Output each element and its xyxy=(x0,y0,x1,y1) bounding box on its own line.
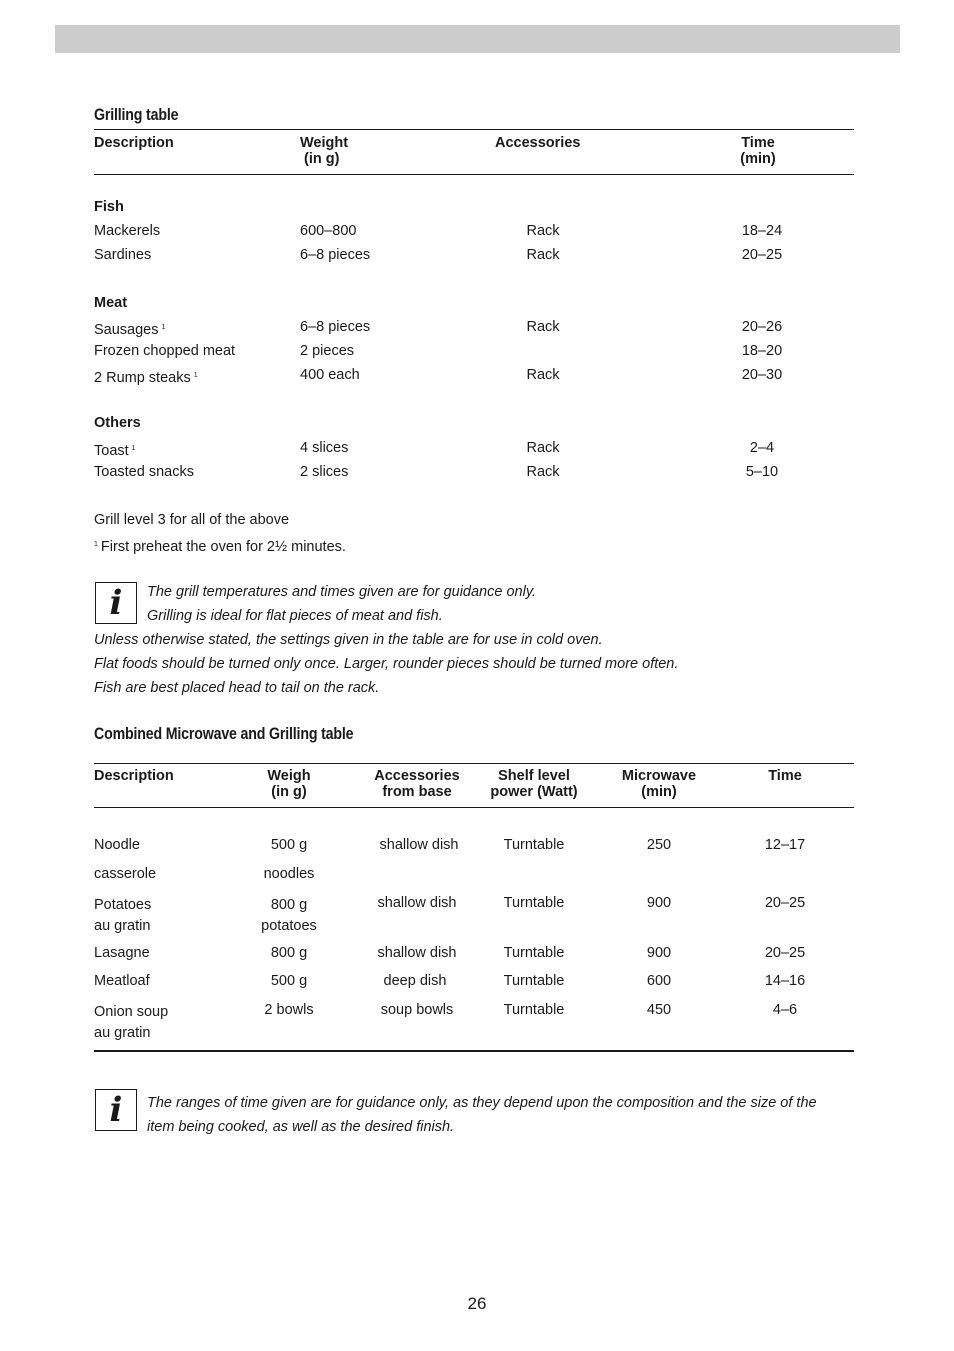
footnote-mark: 1 xyxy=(94,541,98,548)
grill-row-time: 2–4 xyxy=(749,440,775,456)
grilling-col-description: Description xyxy=(94,135,174,151)
combined-row-desc: Lasagne xyxy=(94,945,150,961)
combined-row-microwave: 450 xyxy=(646,1002,672,1018)
info-line: The ranges of time given are for guidance only, as they depend upon the composition and the size of the xyxy=(147,1095,817,1111)
combined-row-shelf: Turntable xyxy=(503,1002,565,1018)
combined-row-microwave: 900 xyxy=(646,945,672,961)
header-bar xyxy=(55,25,900,53)
info-line: Grilling is ideal for flat pieces of meat and fish. xyxy=(147,608,443,624)
combined-row-accessories: shallow dish xyxy=(377,945,457,961)
combined-table-title: Combined Microwave and Grilling table xyxy=(94,725,354,743)
section-title-meat: Meat xyxy=(94,295,128,311)
grill-row-accessories: Rack xyxy=(526,367,560,383)
section-title-fish: Fish xyxy=(94,199,124,215)
combined-row-time: 20–25 xyxy=(764,895,806,911)
combined-col-weigh: Weigh (in g) xyxy=(267,768,311,800)
grilling-header-bottom-rule xyxy=(94,174,854,175)
combined-col-shelf: Shelf level power (Watt) xyxy=(490,768,578,800)
grill-row-desc: Toasted snacks xyxy=(94,464,194,480)
grilling-col-weight: Weight (in g) xyxy=(300,135,349,167)
grill-row-weight: 2 slices xyxy=(300,464,349,480)
combined-row-accessories: shallow dish xyxy=(377,895,457,911)
grill-row-accessories: Rack xyxy=(526,440,560,456)
grill-row-desc xyxy=(94,319,165,339)
grill-row-desc xyxy=(94,367,198,387)
combined-row-weigh: 500 g xyxy=(270,837,308,853)
grill-row-weight: 400 each xyxy=(300,367,360,383)
combined-row-microwave: 600 xyxy=(646,973,672,989)
combined-row-desc: Potatoes au gratin xyxy=(94,897,152,934)
info-line: The grill temperatures and times given are for guidance only. xyxy=(147,584,537,600)
combined-row-accessories: soup bowls xyxy=(380,1002,454,1018)
combined-row-weigh: 2 bowls xyxy=(264,1002,314,1018)
grill-row-desc: Mackerels xyxy=(94,223,161,239)
combined-col-time: Time xyxy=(768,768,802,784)
grill-row-weight: 4 slices xyxy=(300,440,349,456)
grill-row-desc-text: Toast xyxy=(94,443,129,459)
combined-row-microwave: 250 xyxy=(646,837,672,853)
combined-row-desc: Noodle xyxy=(94,837,140,853)
info-line: Fish are best placed head to tail on the rack. xyxy=(94,680,380,696)
combined-row-microwave: 900 xyxy=(646,895,672,911)
footnote-marker: 1 xyxy=(131,445,136,452)
grill-row-weight: 6–8 pieces xyxy=(300,247,371,263)
grilling-col-accessories: Accessories xyxy=(495,135,581,151)
grilling-header-top-rule xyxy=(94,129,854,130)
combined-row-shelf: Turntable xyxy=(503,973,565,989)
info-icon: i xyxy=(95,1089,137,1131)
grilling-col-time: Time (min) xyxy=(740,135,776,167)
combined-row-weigh: 800 g xyxy=(270,945,308,961)
grill-row-desc xyxy=(94,440,136,460)
grill-row-time: 20–30 xyxy=(741,367,783,383)
grill-row-accessories: Rack xyxy=(526,319,560,335)
footnote-marker: 1 xyxy=(161,324,166,331)
combined-row-time: 4–6 xyxy=(772,1002,798,1018)
combined-header-bottom-rule xyxy=(94,807,854,808)
grill-row-weight: 6–8 pieces xyxy=(300,319,371,335)
combined-row-desc: Onion soup au gratin xyxy=(94,1004,169,1041)
combined-row-desc: Meatloaf xyxy=(94,973,150,989)
info-icon: i xyxy=(95,582,137,624)
combined-bottom-rule xyxy=(94,1050,854,1052)
grill-row-desc-text: 2 Rump steaks xyxy=(94,370,191,386)
combined-row-time: 14–16 xyxy=(764,973,806,989)
combined-col-microwave: Microwave (min) xyxy=(621,768,697,800)
combined-row-shelf: Turntable xyxy=(503,837,565,853)
info-line: Flat foods should be turned only once. Larger, rounder pieces should be turned more often. xyxy=(94,656,679,672)
grill-row-time: 20–25 xyxy=(741,247,783,263)
grill-row-accessories: Rack xyxy=(526,223,560,239)
combined-row-weigh: 800 g potatoes xyxy=(261,897,317,934)
combined-col-description: Description xyxy=(94,768,174,784)
grill-row-desc: Frozen chopped meat xyxy=(94,343,236,359)
grill-row-desc-text: Sausages xyxy=(94,322,159,338)
combined-row-weigh: noodles xyxy=(263,866,315,882)
grilling-table-title: Grilling table xyxy=(94,106,179,124)
combined-row-time: 20–25 xyxy=(764,945,806,961)
grill-row-accessories: Rack xyxy=(526,464,560,480)
grill-row-time: 18–20 xyxy=(741,343,783,359)
info-line: Unless otherwise stated, the settings given in the table are for use in cold oven. xyxy=(94,632,603,648)
grill-level-note: Grill level 3 for all of the above xyxy=(94,512,290,528)
combined-header-top-rule xyxy=(94,763,854,764)
grill-row-weight: 2 pieces xyxy=(300,343,355,359)
grill-row-weight: 600–800 xyxy=(300,223,357,239)
combined-row-weigh: 500 g xyxy=(270,973,308,989)
grill-row-accessories: Rack xyxy=(526,247,560,263)
info-line: item being cooked, as well as the desired finish. xyxy=(147,1119,455,1135)
footnote-text: First preheat the oven for 2½ minutes. xyxy=(100,539,346,555)
combined-row-time: 12–17 xyxy=(764,837,806,853)
grill-row-desc: Sardines xyxy=(94,247,152,263)
combined-row-accessories: shallow dish xyxy=(379,837,459,853)
grill-row-time: 20–26 xyxy=(741,319,783,335)
section-title-others: Others xyxy=(94,415,141,431)
grill-row-time: 18–24 xyxy=(741,223,783,239)
combined-row-shelf: Turntable xyxy=(503,945,565,961)
combined-row-shelf: Turntable xyxy=(503,895,565,911)
combined-col-accessories: Accessories from base xyxy=(374,768,460,800)
combined-row-desc: casserole xyxy=(94,866,157,882)
page-number: 26 xyxy=(467,1294,487,1313)
combined-row-accessories: deep dish xyxy=(383,973,447,989)
footnote-marker: 1 xyxy=(193,372,198,379)
grill-row-time: 5–10 xyxy=(745,464,779,480)
footnote xyxy=(94,536,346,556)
